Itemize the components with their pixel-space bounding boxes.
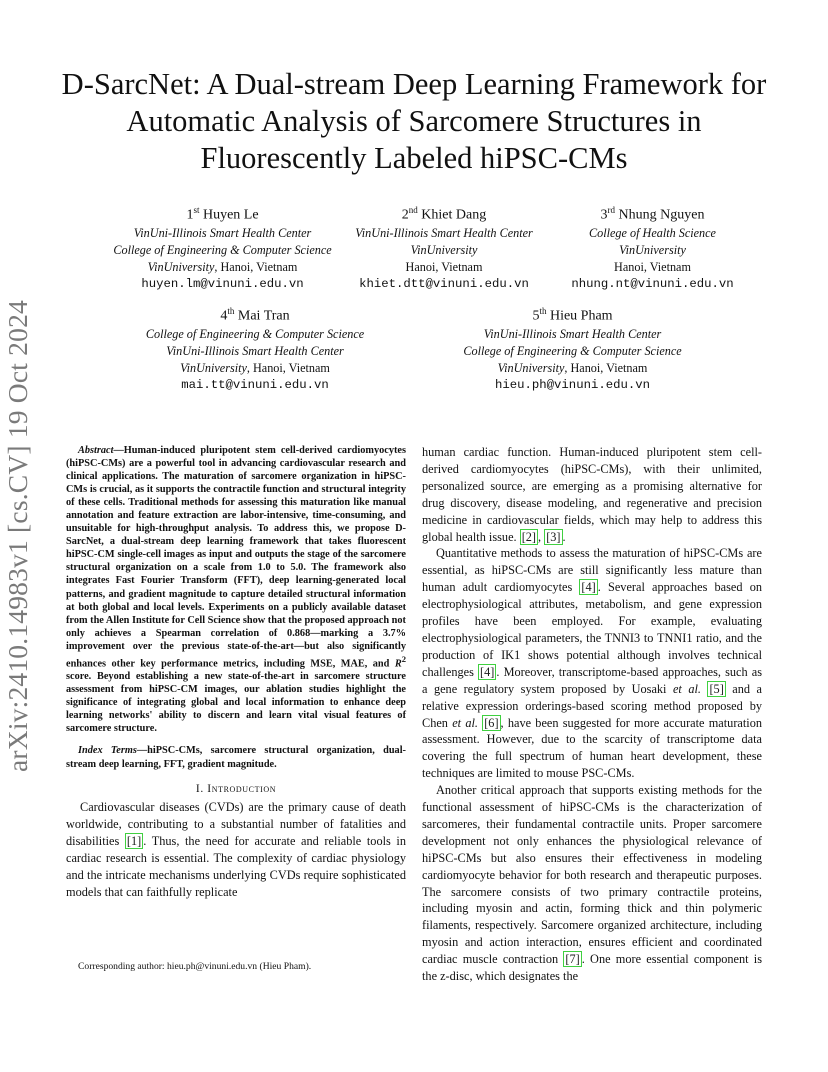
citation-link[interactable]: [4] [480, 664, 495, 679]
author-name: Khiet Dang [421, 207, 487, 223]
citation-link[interactable]: [1] [126, 834, 142, 849]
citation-link[interactable]: [4] [581, 580, 596, 595]
left-column [66, 444, 406, 901]
citation-link[interactable]: [3] [546, 529, 561, 544]
author-email[interactable]: nhung.nt@vinuni.edu.vn [571, 276, 734, 291]
author-name: Huyen Le [202, 207, 259, 223]
author-email[interactable]: mai.tt@vinuni.edu.vn [181, 377, 329, 392]
author-name: Mai Tran [237, 308, 290, 324]
paragraph: Quantitative methods to assess the maturation of hiPSC-CMs are essential, as hiPSC-CMs are still significantly less mature than human adult cardiomyocytes [4] . Several approaches based on electrophysiological attributes, metabolism, and gene expression profiles have been employed. For example, evaluating electrophysiological parameters, the TNNI3 to TNNI1 ratio, and the production of IK1 shows potential although involves technical challenges [4] . Moreover, transcriptome-based approaches, such as a gene regulatory system proposed by Uosaki et al. [5] and a relative expression orderings-based scoring method proposed by Chen et al. [6] , have been suggested for more accurate maturation assessment. However, due to the scarcity of transcriptome data covering the full spectrum of human heart development, these techniques are limited to mouse PSC-CMs. [422, 546, 763, 781]
author-name: Nhung Nguyen [618, 207, 705, 223]
author-email[interactable]: khiet.dtt@vinuni.edu.vn [359, 276, 529, 291]
author-5: 5th Hieu Pham VinUni-Illinois Smart Health Center College of Engineering & Computer Science VinUniversity, Hanoi, Vietnam hieu.ph@vinuni.edu.vn [440, 302, 705, 394]
abstract: Abstract—Human-induced pluripotent stem cell-derived cardiomyocytes (hiPSC-CMs) are a powerful tool in advancing cardiovascular research and clinical applications. The maturation of sarcomere organization in hiPSC-CMs is crucial, as it supports the contractile function and structural integrity of these cells. Traditional methods for assessing this maturation like manual annotation and feature extraction are labor-intensive, time-consuming, and unsuitable for high-throughput analysis. To address this, we propose D-SarcNet, a dual-stream deep learning framework that takes fluorescent hiPSC-CM single-cell images as input and outputs the stage of the sarcomere structural organization on a scale from 1.0 to 5.0. The framework also integrates Fast Fourier Transform (FFT), deep learning-generated local patterns, and gradient magnitude to capture detailed structural information at both global and local levels. Experiments on a publicly available dataset from the Allen Institute for Cell Science show that the proposed approach not only achieves a Spearman correlation of 0.868—marking a 3.7% improvement over the previous state-of-the-art—but also significantly enhances other key performance metrics, including MSE, MAE, and $R^2$ score. Beyond establishing a new state-of-the-art in sarcomere structure assessment from hiPSC-CM images, our ablation studies highlight the significance of integrating global and local information to enhance deep learning networks' ability to discern and learn vital visual features of sarcomere structure. [66, 445, 406, 735]
index-terms-label: Index Terms [78, 745, 137, 757]
section-heading: I. Introduction [195, 782, 277, 795]
abstract-label: Abstract [78, 445, 114, 456]
author-2: 2nd Khiet Dang VinUni-Illinois Smart Health Center VinUniversity Hanoi, Vietnam khiet.dtt@vinuni.edu.vn [330, 201, 558, 293]
author-3: 3rd Nhung Nguyen College of Health Science VinUniversity Hanoi, Vietnam nhung.nt@vinuni.edu.vn [550, 201, 755, 293]
footnote: Corresponding author: hieu.ph@vinuni.edu.vn (Hieu Pham). [78, 961, 312, 972]
intro-paragraph: Cardiovascular diseases (CVDs) are the primary cause of death worldwide, contributing to a substantial number of fatalities and disabilities [1] . Thus, the need for accurate and reliable tools in cardiac research is essential. The complexity of cardiac physiology and the intricate mechanisms underlying CVDs require sophisticated models that can faithfully replicate [66, 800, 406, 899]
index-terms: Index Terms—hiPSC-CMs, sarcomere structural organization, dual-stream deep learning, FFT, gradient magnitude. [66, 745, 406, 770]
author-4: 4th Mai Tran College of Engineering & Computer Science VinUni-Illinois Smart Health Center VinUniversity, Hanoi, Vietnam mai.tt@vinuni.edu.vn [125, 302, 385, 394]
author-1: 1st Huyen Le VinUni-Illinois Smart Health Center College of Engineering & Computer Science VinUniversity, Hanoi, Vietnam huyen.lm@vinuni.edu.vn [90, 201, 355, 293]
arxiv-identifier: arXiv:2410.14983v1 [cs.CV] 19 Oct 2024 [2, 300, 33, 772]
right-column [422, 444, 762, 985]
citation-link[interactable]: [5] [709, 681, 724, 696]
author-email[interactable]: hieu.ph@vinuni.edu.vn [495, 377, 650, 392]
author-name: Hieu Pham [549, 308, 613, 324]
paragraph: Another critical approach that supports existing methods for the functional assessment of hiPSC-CMs is the characterization of sarcomeres, their fundamental contractile units. Proper sarcomere development not only enhances the physiological relevance of hiPSC-CMs but also ensures their effectiveness in modeling cardiomyocyte behavior for both research and therapeutic purposes. The sarcomere consists of two primary contractile proteins, including myosin and actin, forming thick and thin polymeric filaments, respectively. Sarcomere organized architecture, including myosin and action interaction, ensures efficient and coordinated cardiac muscle contraction [7] . One more essential component is the z-disc, which designates the [422, 783, 762, 984]
author-email[interactable]: huyen.lm@vinuni.edu.vn [141, 276, 304, 291]
citation-link[interactable]: [6] [484, 715, 499, 730]
citation-link[interactable]: [2] [521, 529, 537, 544]
paper-title: D-SarcNet: A Dual-stream Deep Learning Framework for Automatic Analysis of Sarcomere Structures in Fluorescently Labeled hiPSC-CMs [61, 67, 767, 175]
citation-link[interactable]: [7] [565, 952, 580, 967]
paragraph: human cardiac function. Human-induced pluripotent stem cell-derived cardiomyocytes (hiPSC-CMs), with their unlimited, personalized source, are emerging as a promising alternative for drug discovery, disease modeling, and regenerative and precision medicine in cardiovascular fields, which may help to address this global health issue. [2] , [3] . [422, 445, 762, 544]
